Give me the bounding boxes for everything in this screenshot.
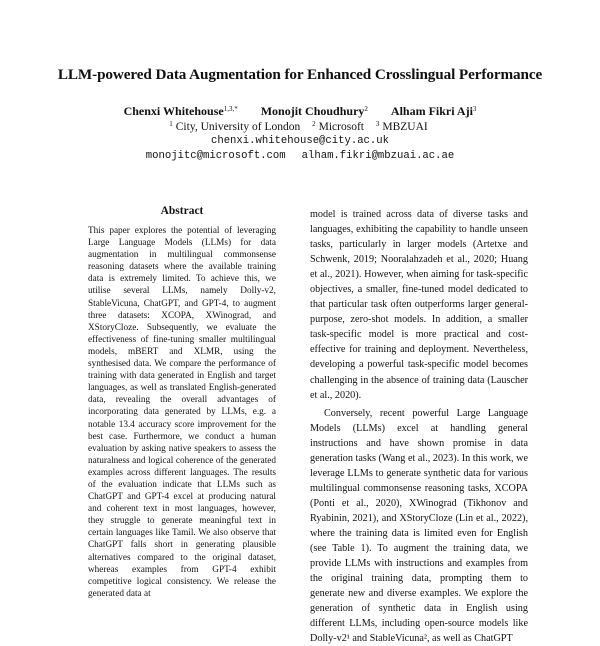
author-name: Alham Fikri Aji (390, 104, 473, 118)
author-1 (124, 104, 238, 118)
affiliation-mark: 3 (375, 120, 380, 128)
author-3 (391, 104, 477, 118)
intro-paragraph-2: Conversely, recent powerful Large Language Models (LLMs) excel at handling general instructions and have shown promise in data generation tasks (Wang et al., 2023). In this work, we leverage LLMs to generate synthetic data for various multilingual commonsense reasoning tasks, XCOPA (Ponti et al., 2020), XWinograd (Tikhonov and Ryabinin, 2021), and XStoryCloze (Lin et al., 2022), where the training data is limited even for English (see Table 1). To augment the training data, we provide LLMs with instructions and examples from the original training data, prompting them to generate new and diverse examples. We explore the generation of synthetic data in English using different LLMs, including open-source models like Dolly-v2¹ and StableVicuna², as well as ChatGPT (310, 407, 528, 645)
email-alham[interactable]: alham.fikri@mbzuai.ac.ae (301, 150, 455, 162)
email-monojit[interactable]: monojitc@microsoft.com (145, 150, 286, 162)
intro-column (310, 207, 528, 646)
affiliation-name: City, University of London (175, 121, 301, 133)
abstract-heading: Abstract (160, 205, 204, 217)
email-line-2 (0, 150, 600, 162)
affiliation-list (0, 120, 600, 133)
author-marks: 2 (364, 105, 368, 113)
affiliation-name: MBZUAI (382, 121, 428, 133)
author-2 (261, 104, 368, 118)
affiliation-2 (312, 121, 367, 133)
affiliation-1 (169, 121, 303, 133)
email-chenxi[interactable]: chenxi.whitehouse@city.ac.uk (210, 135, 389, 147)
affiliation-mark: 2 (312, 120, 316, 128)
paper-title: LLM-powered Data Augmentation for Enhanced Crosslingual Performance (57, 66, 543, 83)
author-marks: 3 (472, 105, 477, 113)
author-list (0, 104, 600, 119)
intro-paragraph-1: model is trained across data of diverse tasks and languages, exhibiting the capability to handle unseen tasks, particularly in larger models (Artetxe and Schwenk, 2019; Nooralahzadeh et al., 2020; Huang et al., 2021). However, when aiming for task-specific objectives, a smaller, fine-tuned model dedicated to that particular task often outperforms larger general-purpose, zero-shot models. In addition, a smaller task-specific model is more practical and cost-effective for training and deployment. Nevertheless, developing a powerful task-specific model becomes challenging in the absence of training data (Lauscher et al., 2020). (310, 209, 528, 401)
abstract-text: This paper explores the potential of leveraging Large Language Models (LLMs) for data augmentation in multilingual commonsense reasoning datasets where the available training data is extremely limited. To achieve this, we utilise several LLMs, namely Dolly-v2, StableVicuna, ChatGPT, and GPT-4, to augment three datasets: XCOPA, XWinograd, and XStoryCloze. Subsequently, we evaluate the effectiveness of fine-tuning smaller multilingual models, mBERT and XLMR, using the synthesised data. We compare the performance of training with data generated in English and target languages, as well as translated English-generated data, revealing the overall advantages of incorporating data generated by LLMs, e.g. a notable 13.4 accuracy score improvement for the best case. Furthermore, we conduct a human evaluation by asking native speakers to assess the naturalness and logical coherence of the generated examples across different languages. The results of the evaluation indicate that LLMs such as ChatGPT and GPT-4 excel at producing natural and coherent text in most languages, however, they struggle to generate meaningful text in certain languages like Tamil. We also observe that ChatGPT falls short in generating plausible alternatives compared to the original dataset, whereas examples from GPT-4 exhibit competitive logical consistency. We release the generated data at (88, 226, 276, 599)
author-name: Monojit Choudhury (260, 104, 365, 118)
affiliation-3 (376, 121, 431, 133)
author-marks: 1,3,* (223, 105, 238, 113)
affiliation-mark: 1 (169, 120, 173, 128)
author-name: Chenxi Whitehouse (123, 104, 224, 118)
affiliation-name: Microsoft (318, 121, 364, 133)
email-line-1 (0, 135, 600, 147)
